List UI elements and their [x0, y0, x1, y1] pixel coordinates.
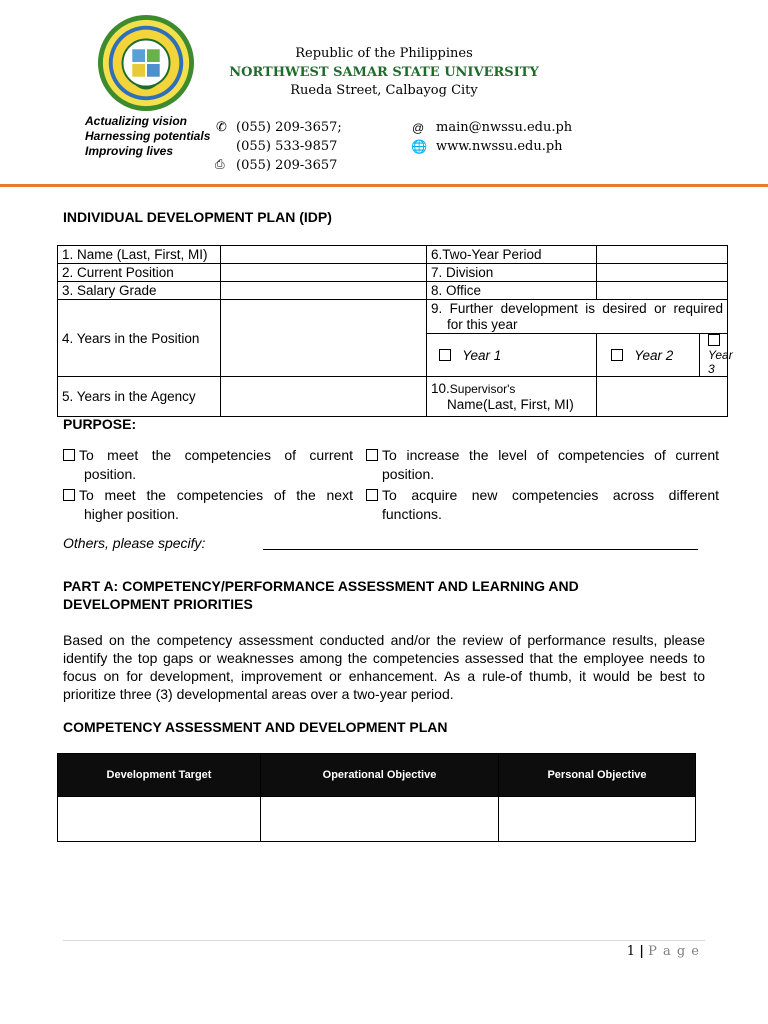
supervisor-num: 10.: [431, 380, 450, 396]
purpose-option-increase[interactable]: [366, 446, 719, 484]
position-label: 2. Current Position: [58, 264, 221, 282]
phone-number: (055) 209-3657;: [236, 120, 342, 135]
col-operational-objective: Operational Objective: [261, 754, 499, 797]
purpose-text: To meet the competencies of current: [79, 447, 353, 463]
years-agency-label: 5. Years in the Agency: [58, 377, 221, 417]
employee-info-table: [57, 245, 733, 417]
part-a-heading-line: PART A: COMPETENCY/PERFORMANCE ASSESSMENT AND LEARNING AND: [63, 578, 579, 594]
name-field[interactable]: [221, 246, 427, 264]
position-field[interactable]: [221, 264, 427, 282]
further-text-2: for this year: [447, 316, 518, 332]
development-plan-table: [57, 753, 696, 842]
checkbox[interactable]: [63, 449, 75, 461]
supervisor-text-2: Name(Last, First, MI): [447, 396, 574, 412]
others-input-line[interactable]: [263, 549, 698, 550]
cap-heading: COMPETENCY ASSESSMENT AND DEVELOPMENT PLAN: [63, 719, 448, 735]
year1-option[interactable]: [427, 334, 597, 377]
period-label: 6.Two-Year Period: [427, 246, 597, 264]
year1-label: Year 1: [462, 347, 502, 363]
phone-list: [236, 118, 342, 175]
name-label: 1. Name (Last, First, MI): [58, 246, 221, 264]
office-label: 8. Office: [427, 282, 597, 300]
purpose-text: position.: [382, 466, 435, 482]
division-field[interactable]: [597, 264, 728, 282]
checkbox[interactable]: [708, 334, 720, 346]
period-field[interactable]: [597, 246, 728, 264]
part-a-paragraph: Based on the competency assessment conducted and/or the review of performance results, please identify the top gaps or weaknesses among the competencies assessed that the employee needs to focus on for development, improvement or enhancement. As a rule-of thumb, it would be best to prioritize three (3) developmental areas over a two-year period.: [63, 632, 705, 702]
checkbox[interactable]: [366, 449, 378, 461]
page-title: INDIVIDUAL DEVELOPMENT PLAN (IDP): [63, 209, 332, 225]
header-divider: [0, 184, 768, 187]
purpose-option-current[interactable]: [63, 446, 353, 484]
supervisor-field[interactable]: [597, 377, 728, 417]
fax-icon: ⎙: [215, 157, 225, 171]
checkbox[interactable]: [366, 489, 378, 501]
others-label: Others, please specify:: [63, 535, 206, 551]
university-name: NORTHWEST SAMAR STATE UNIVERSITY: [229, 65, 539, 80]
purpose-text: To acquire new competencies across different: [382, 487, 719, 503]
checkbox[interactable]: [611, 349, 623, 361]
checkbox[interactable]: [439, 349, 451, 361]
purpose-text: functions.: [382, 506, 442, 522]
page-label: P a g e: [648, 944, 700, 959]
purpose-text: To increase the level of competencies of current: [382, 447, 719, 463]
purpose-text: position.: [84, 466, 137, 482]
further-development-label: [427, 300, 728, 334]
email-address[interactable]: main@nwssu.edu.ph: [436, 120, 573, 135]
further-text: 9. Further development is desired or required: [431, 300, 724, 316]
page-number: [627, 944, 700, 959]
phone-number: (055) 533-9857: [236, 139, 338, 154]
phone-icon: ✆: [216, 119, 227, 134]
personal-objective-cell[interactable]: [499, 797, 696, 842]
salary-label: 3. Salary Grade: [58, 282, 221, 300]
years-agency-field[interactable]: [221, 377, 427, 417]
fax-number: (055) 209-3657: [236, 158, 338, 173]
year3-label: Year 3: [708, 348, 733, 376]
purpose-text: To meet the competencies of the next: [79, 487, 353, 503]
col-personal-objective: Personal Objective: [499, 754, 696, 797]
office-field[interactable]: [597, 282, 728, 300]
website-link[interactable]: www.nwssu.edu.ph: [436, 139, 563, 154]
page-separator: |: [639, 944, 644, 959]
development-target-cell[interactable]: [58, 797, 261, 842]
purpose-option-next[interactable]: [63, 486, 353, 524]
salary-field[interactable]: [221, 282, 427, 300]
part-a-heading: [63, 577, 579, 613]
year3-option[interactable]: [700, 334, 733, 377]
years-position-field[interactable]: [221, 300, 427, 377]
years-position-label: 4. Years in the Position: [58, 300, 221, 377]
year2-label: Year 2: [634, 347, 674, 363]
motto-line: Actualizing vision: [85, 114, 188, 128]
motto-line: Improving lives: [85, 144, 174, 158]
email-icon: @: [412, 121, 425, 135]
republic-line: Republic of the Philippines: [295, 46, 473, 61]
motto-line: Harnessing potentials: [85, 129, 211, 143]
purpose-option-new[interactable]: [366, 486, 719, 524]
supervisor-text: Supervisor's: [449, 381, 516, 396]
footer-divider: [63, 940, 705, 941]
purpose-heading: PURPOSE:: [63, 416, 137, 432]
operational-objective-cell[interactable]: [261, 797, 499, 842]
motto: [85, 114, 210, 159]
col-development-target: Development Target: [58, 754, 261, 797]
page-index: 1: [626, 944, 636, 959]
division-label: 7. Division: [427, 264, 597, 282]
supervisor-label: [427, 377, 597, 417]
checkbox[interactable]: [63, 489, 75, 501]
globe-icon: 🌐: [411, 139, 428, 154]
web-contacts: [436, 118, 572, 156]
part-a-heading-line: DEVELOPMENT PRIORITIES: [63, 596, 253, 612]
purpose-text: higher position.: [84, 506, 179, 522]
university-address: Rueda Street, Calbayog City: [290, 83, 478, 98]
year2-option[interactable]: [597, 334, 700, 377]
